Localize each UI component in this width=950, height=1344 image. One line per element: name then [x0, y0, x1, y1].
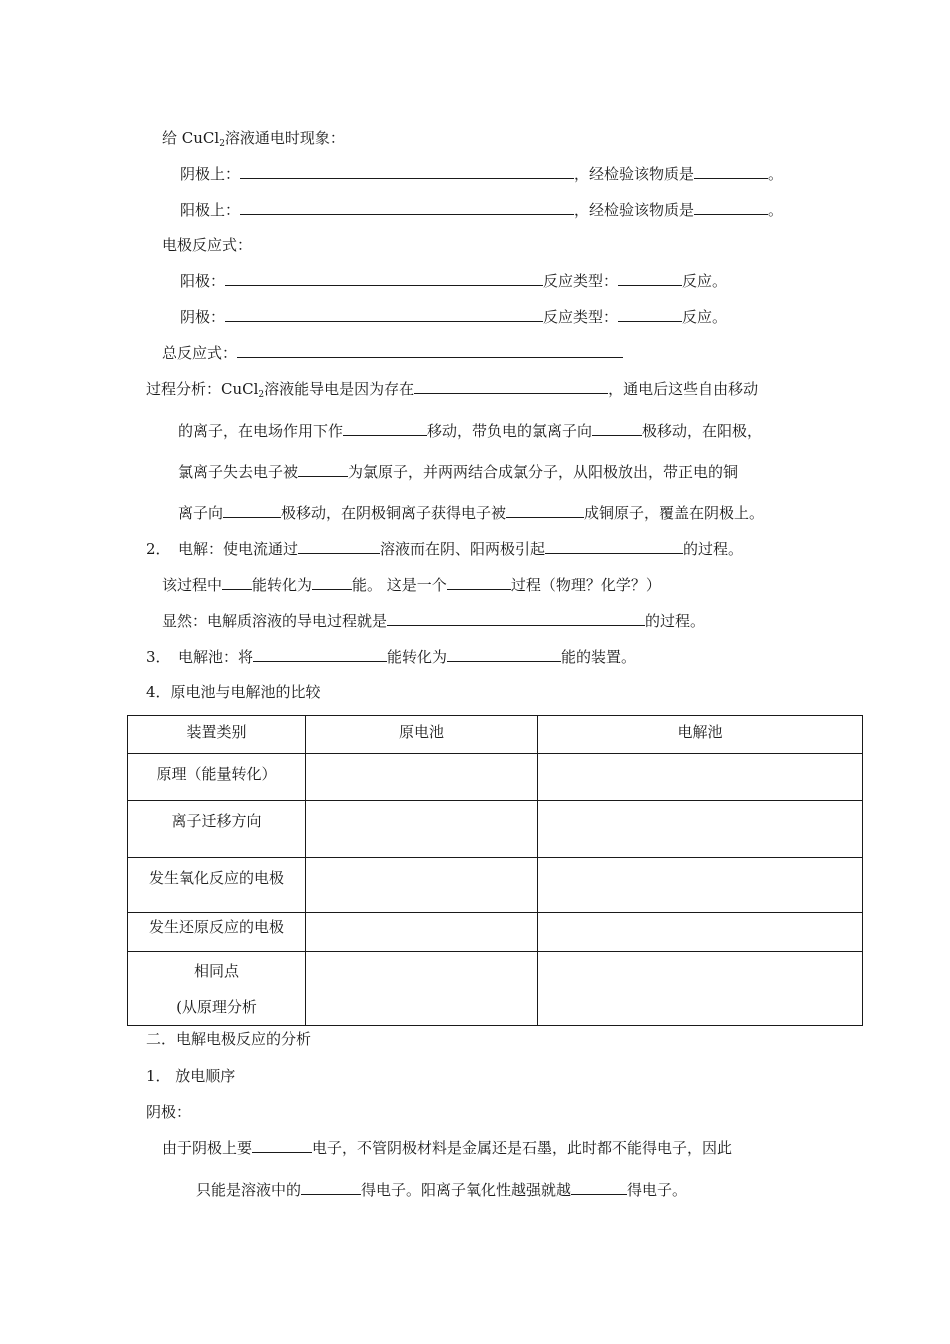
cucl2-title [162, 128, 345, 148]
item-text: 该过程中 [162, 576, 223, 594]
item-text: 显然：电解质溶液的导电过程就是 [162, 612, 388, 630]
anode-phenomenon-line [180, 200, 783, 220]
part2-text: 由于阴极上要 [162, 1139, 253, 1157]
table-row [128, 754, 863, 801]
anode-substance-blank[interactable] [694, 200, 768, 215]
cell-galvanic-principle[interactable] [306, 754, 538, 801]
row-label-ion-migration: 离子迁移方向 [128, 801, 306, 858]
cucl2-title-text: 给 CuCl [162, 129, 220, 147]
item-text: 的过程。 [645, 612, 706, 630]
overall-equation-line [162, 343, 623, 363]
cathode-eq-label: 阴极： [180, 308, 226, 326]
similarities-note: (从原理分析 [176, 998, 257, 1016]
energy-conversion-line [162, 575, 661, 595]
overall-label: 总反应式： [162, 344, 238, 362]
anode-equation-blank[interactable] [225, 271, 543, 286]
analysis-text: 移动，带负电的氯离子向 [427, 422, 593, 440]
item-number: 2． [146, 540, 171, 558]
reaction-type-label: 反应类型： [543, 272, 619, 290]
check-text: ，经检验该物质是 [574, 165, 695, 183]
cell-electrolytic-reduction[interactable] [538, 913, 863, 952]
anode-equation-line [180, 271, 727, 291]
header-device-type: 装置类别 [128, 716, 306, 754]
electrode-equation-title: 电极反应式： [162, 236, 253, 254]
free-ions-blank[interactable] [414, 379, 608, 394]
cations-blank[interactable] [301, 1180, 361, 1195]
cathode-equation-line [180, 307, 727, 327]
copper-direction-blank[interactable] [223, 503, 281, 518]
item-text: 能。 这是一个 [352, 576, 447, 594]
cell-electrolytic-principle[interactable] [538, 754, 863, 801]
row-label-oxidation-electrode: 发生氧化反应的电极 [128, 858, 306, 913]
cathode-reaction-type-blank[interactable] [618, 307, 682, 322]
analysis-text: ，通电后这些自由移动 [608, 380, 759, 398]
electrolytic-cell-line [146, 647, 636, 667]
similarities-label: 相同点 [193, 962, 239, 980]
cell-electrolytic-similarities[interactable] [538, 952, 863, 1026]
table-header-row [128, 716, 863, 754]
overall-equation-blank[interactable] [237, 343, 623, 358]
item-text: 能的装置。 [561, 648, 637, 666]
cucl2-title-rest: 溶液通电时现象： [224, 129, 345, 147]
cathode-explanation-line-2 [196, 1180, 687, 1200]
cathode-equation-blank[interactable] [225, 307, 543, 322]
analysis-line-1 [146, 379, 758, 399]
anode-reaction-type-blank[interactable] [618, 271, 682, 286]
item-text: 的过程。 [683, 540, 744, 558]
cell-electrolytic-ion-migration[interactable] [538, 801, 863, 858]
subscript-2: 2 [219, 139, 225, 149]
analysis-line-4 [178, 503, 764, 523]
comparison-title: 4．原电池与电解池的比较 [146, 683, 321, 701]
reaction-suffix: 反应。 [682, 272, 728, 290]
cell-galvanic-ion-migration[interactable] [306, 801, 538, 858]
cathode-heading: 阴极： [146, 1103, 192, 1121]
check-text: ，经检验该物质是 [574, 201, 695, 219]
table-row [128, 952, 863, 1026]
period: 。 [768, 201, 784, 219]
part2-text: 电子，不管阴极材料是金属还是石墨，此时都不能得电子，因此 [312, 1139, 733, 1157]
analysis-text: 离子向 [178, 504, 224, 522]
row-label-similarities [128, 952, 306, 1026]
comparison-table [127, 715, 863, 1026]
discharge-order-title: 1． 放电顺序 [146, 1067, 236, 1085]
cell-galvanic-similarities[interactable] [306, 952, 538, 1026]
table-row [128, 858, 863, 913]
process-blank[interactable] [545, 539, 683, 554]
movement-blank[interactable] [343, 421, 427, 436]
analysis-line-2 [178, 421, 762, 441]
analysis-text: 极移动，在阴极铜离子获得电子被 [281, 504, 507, 522]
analysis-text: 氯离子失去电子被 [178, 463, 299, 481]
conduction-line [162, 611, 705, 631]
process-type-blank[interactable] [447, 575, 511, 590]
item-text: 电解：使电流通过 [178, 540, 299, 558]
anode-eq-label: 阳极： [180, 272, 226, 290]
energy-from-blank[interactable] [222, 575, 252, 590]
energy-out-blank[interactable] [447, 647, 561, 662]
analysis-line-3 [178, 462, 738, 482]
solution-blank[interactable] [298, 539, 380, 554]
cathode-phenomenon-blank[interactable] [240, 164, 574, 179]
analysis-text: 的离子，在电场作用下作 [178, 422, 344, 440]
subscript-2: 2 [258, 390, 265, 400]
cathode-phenomenon-line [180, 164, 783, 184]
item-text: 溶液而在阴、阳两极引起 [380, 540, 546, 558]
cathode-explanation-line-1 [162, 1138, 732, 1158]
part2-text: 得电子。 [627, 1181, 688, 1199]
row-label-reduction-electrode: 发生还原反应的电极 [128, 913, 306, 952]
period: 。 [768, 165, 784, 183]
part2-text: 只能是溶液中的 [196, 1181, 302, 1199]
part2-text: 得电子。阳离子氧化性越强就越 [361, 1181, 572, 1199]
cell-electrolytic-oxidation[interactable] [538, 858, 863, 913]
item-number: 3． [146, 648, 171, 666]
analysis-text: 为氯原子，并两两结合成氯分子，从阳极放出，带正电的铜 [348, 463, 739, 481]
cathode-substance-blank[interactable] [694, 164, 768, 179]
conduction-blank[interactable] [387, 611, 645, 626]
table-row [128, 913, 863, 952]
reaction-type-label: 反应类型： [543, 308, 619, 326]
ease-blank[interactable] [571, 1180, 627, 1195]
cathode-label: 阴极上： [180, 165, 241, 183]
analysis-text: 过程分析：CuCl [146, 380, 259, 398]
part2-title: 二．电解电极反应的分析 [146, 1030, 312, 1048]
item-text: 过程（物理？化学？） [510, 576, 661, 594]
energy-in-blank[interactable] [253, 647, 387, 662]
reaction-suffix: 反应。 [682, 308, 728, 326]
header-electrolytic-cell: 电解池 [538, 716, 863, 754]
item-text: 能转化为 [252, 576, 313, 594]
anode-label: 阳极上： [180, 201, 241, 219]
table-row [128, 801, 863, 858]
anode-phenomenon-blank[interactable] [240, 200, 574, 215]
row-label-principle: 原理（能量转化） [128, 754, 306, 801]
gain-electrons-blank[interactable] [252, 1138, 312, 1153]
oxidized-blank[interactable] [298, 462, 348, 477]
chloride-direction-blank[interactable] [592, 421, 642, 436]
energy-to-blank[interactable] [312, 575, 352, 590]
item-text: 电解池：将 [178, 648, 254, 666]
cell-galvanic-reduction[interactable] [306, 913, 538, 952]
header-galvanic-cell: 原电池 [306, 716, 538, 754]
analysis-text: 溶液能导电是因为存在 [264, 380, 415, 398]
analysis-text: 成铜原子，覆盖在阴极上。 [584, 504, 765, 522]
cell-galvanic-oxidation[interactable] [306, 858, 538, 913]
reduced-blank[interactable] [506, 503, 584, 518]
item-text: 能转化为 [387, 648, 448, 666]
analysis-text: 极移动，在阳极， [642, 422, 763, 440]
electrolysis-definition-line [146, 539, 743, 559]
